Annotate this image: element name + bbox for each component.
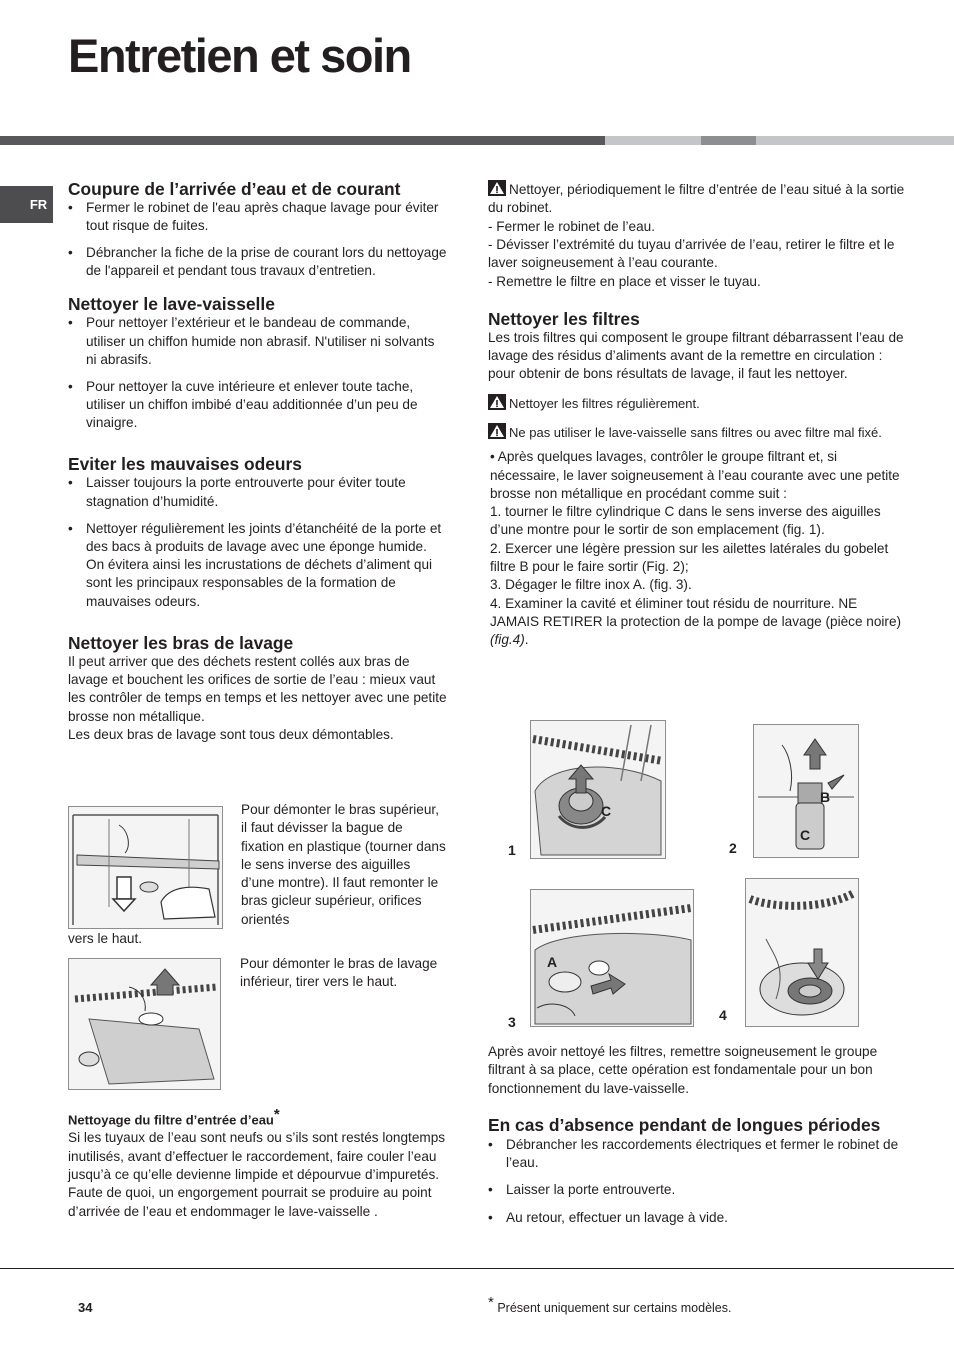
list-item: • Nettoyer régulièrement les joints d’étanchéité de la porte et des bacs à produits de lavage avec une éponge humide. On évitera ainsi les incrustations de déchets d’aliment qui sont les principaux responsables de la formation de mauvaises odeurs. [68, 520, 448, 611]
after-cleaning-section [488, 1043, 908, 1236]
upper-spray-arm-text-end: vers le haut. [68, 931, 143, 946]
figure-label-a: A [547, 954, 558, 970]
spray-arms-paragraph: Il peut arriver que des déchets restent collés aux bras de lavage et bouchent les orifices de sortie de l’eau : mieux vaut les contrôler de temps en temps et les nettoyer avec une petite brosse non métallique. [68, 653, 447, 724]
upper-spray-arm-figure [68, 806, 223, 929]
footnote [488, 1294, 731, 1315]
filter-figure-4 [745, 878, 859, 1027]
figure-reference: (fig.4) [490, 632, 525, 648]
list-item: • Pour nettoyer la cuve intérieure et enlever toute tache, utiliser un chiffon imbibé d’eau additionnée d’un peu de vinaigre. [68, 378, 448, 433]
page-title: Entretien et soin [68, 29, 411, 82]
inlet-step: - Fermer le robinet de l’eau. [488, 218, 655, 234]
language-tab-label: FR [29, 197, 48, 212]
section-heading-clean-dishwasher: Nettoyer le lave-vaisselle [68, 294, 275, 315]
warning-icon [488, 180, 506, 196]
warning-icon [488, 394, 506, 410]
inlet-warning [488, 180, 908, 218]
filters-procedure [488, 448, 908, 649]
section-heading-spray-arms: Nettoyer les bras de lavage [68, 632, 294, 653]
figure-number-3: 3 [508, 1014, 516, 1030]
right-column [488, 180, 908, 650]
filters-step-4-end: . [524, 632, 529, 648]
filter-figure-1-illustration [531, 721, 665, 858]
list-item: • Débrancher la fiche de la prise de courant lors du nettoyage de l'appareil et pendant tous travaux d’entretien. [68, 244, 448, 281]
inlet-warning-text: Nettoyer, périodiquement le filtre d’entrée de l’eau situé à la sortie du robinet. [488, 182, 905, 216]
filters-warning-2 [488, 423, 908, 442]
list-item: • Au retour, effectuer un lavage à vide. [488, 1209, 908, 1227]
figure-number-1: 1 [508, 842, 516, 858]
upper-spray-arm-text: Pour démonter le bras supérieur, il faut dévisser la bague de fixation en plastique (tourner dans le sens inverse des aiguilles d’une montre). Il faut remonter le bras gicleur supérieur, orifices orientés [241, 802, 446, 927]
filters-warning-1-text: Nettoyer les filtres régulièrement. [509, 395, 700, 411]
inlet-step: - Dévisser l’extrémité du tuyau d’arrivée de l’eau, retirer le filtre et le laver soigneusement à l’eau courante. [488, 236, 895, 271]
inlet-step: - Remettre le filtre en place et visser le tuyau. [488, 274, 761, 290]
lower-spray-arm-illustration [69, 959, 220, 1089]
filters-step: 1. tourner le filtre cylindrique C dans le sens inverse des aiguilles d’une montre pour le sortir de son emplacement (fig. 1). [490, 504, 881, 538]
filters-step: 3. Dégager le filtre inox A. (fig. 3). [490, 577, 692, 593]
clean-dishwasher-list [68, 314, 448, 432]
section-heading-filters: Nettoyer les filtres [488, 308, 640, 329]
figure-number-4: 4 [719, 1007, 727, 1023]
section-heading-odours: Eviter les mauvaises odeurs [68, 454, 302, 475]
list-item: • Fermer le robinet de l'eau après chaque lavage pour éviter tout risque de fuites. [68, 199, 448, 236]
list-item: • Débrancher les raccordements électriques et fermer le robinet de l’eau. [488, 1136, 908, 1173]
filters-warning-1 [488, 394, 908, 413]
list-item: • Laisser toujours la porte entrouverte pour éviter toute stagnation d’humidité. [68, 474, 448, 511]
upper-spray-arm-illustration [69, 807, 222, 928]
filters-bullet: • Après quelques lavages, contrôler le groupe filtrant et, si nécessaire, le laver soigneusement à l’eau courante avec une petite brosse non métallique en procédant comme suit : [490, 449, 900, 501]
filters-paragraph: Les trois filtres qui composent le groupe filtrant débarrassent l’eau de lavage des résidus d’aliments avant de la remettre en circulation : pour obtenir de bons résultats de lavage, il faut les nettoyer. [488, 329, 904, 382]
filter-figure-3 [530, 889, 694, 1027]
filter-figure-2 [753, 724, 859, 858]
filters-step-4-text: 4. Examiner la cavité et éliminer tout résidu de nourriture. NE JAMAIS RETIRER la protection de la pompe de lavage (pièce noire) [490, 595, 902, 629]
footnote-mark: * [488, 1294, 494, 1311]
water-power-list [68, 199, 448, 281]
footnote-mark: * [273, 1106, 280, 1123]
filters-step [490, 595, 908, 650]
header-bar-light-end [756, 136, 954, 145]
after-cleaning-paragraph: Après avoir nettoyé les filtres, remettre soigneusement le groupe filtrant à sa place, cette opération est fondamentale pour un bon fonctionnement du lave-vaisselle. [488, 1044, 878, 1096]
inlet-filter-section [68, 1106, 448, 1221]
page-number: 34 [78, 1300, 93, 1315]
odours-list [68, 474, 448, 611]
figure-label-b: B [820, 789, 831, 805]
spray-arms-paragraph-2: Les deux bras de lavage sont tous deux démontables. [68, 726, 394, 742]
absence-list [488, 1136, 908, 1228]
warning-icon [488, 423, 506, 439]
section-heading-absence: En cas d’absence pendant de longues périodes [488, 1114, 881, 1135]
footer-rule [0, 1268, 954, 1269]
filter-figure-4-illustration [746, 879, 858, 1026]
inlet-filter-paragraph: Si les tuyaux de l’eau sont neufs ou s’ils sont restés longtemps inutilisés, avant d’effectuer le raccordement, faire couler l’eau jusqu’à ce qu’elle devienne limpide et dépourvue d’impuretés. Faute de quoi, un engorgement pourrait se produire au point d’arrivée de l’eau et endommager le lave-vaisselle . [68, 1130, 446, 1219]
left-column [68, 180, 448, 744]
section-heading-inlet-filter [68, 1106, 448, 1129]
figure-number-2: 2 [729, 840, 737, 856]
filter-figure-1 [530, 720, 666, 859]
language-tab [0, 186, 53, 223]
filters-step: 2. Exercer une légère pression sur les ailettes latérales du gobelet filtre B pour le faire sortir (Fig. 2); [490, 540, 889, 575]
list-item: • Pour nettoyer l’extérieur et le bandeau de commande, utiliser un chiffon humide non abrasif. N'utiliser ni solvants ni abrasifs. [68, 314, 448, 369]
inlet-filter-heading-text: Nettoyage du filtre d’entrée d’eau [68, 1112, 274, 1128]
header-bar-dark [0, 136, 605, 145]
figure-label-c-2: C [800, 827, 811, 843]
section-heading-water-power: Coupure de l’arrivée d’eau et de courant [68, 179, 401, 199]
figure-label-c: C [601, 803, 612, 819]
list-item: • Laisser la porte entrouverte. [488, 1181, 908, 1199]
filters-warning-2-text: Ne pas utiliser le lave-vaisselle sans filtres ou avec filtre mal fixé. [509, 424, 882, 440]
header-bar-mid [701, 136, 756, 145]
footnote-text: Présent uniquement sur certains modèles. [497, 1301, 732, 1316]
lower-spray-arm-figure [68, 958, 221, 1090]
header-bar-light [605, 136, 701, 145]
lower-spray-arm-text: Pour démonter le bras de lavage inférieur, tirer vers le haut. [240, 956, 438, 990]
